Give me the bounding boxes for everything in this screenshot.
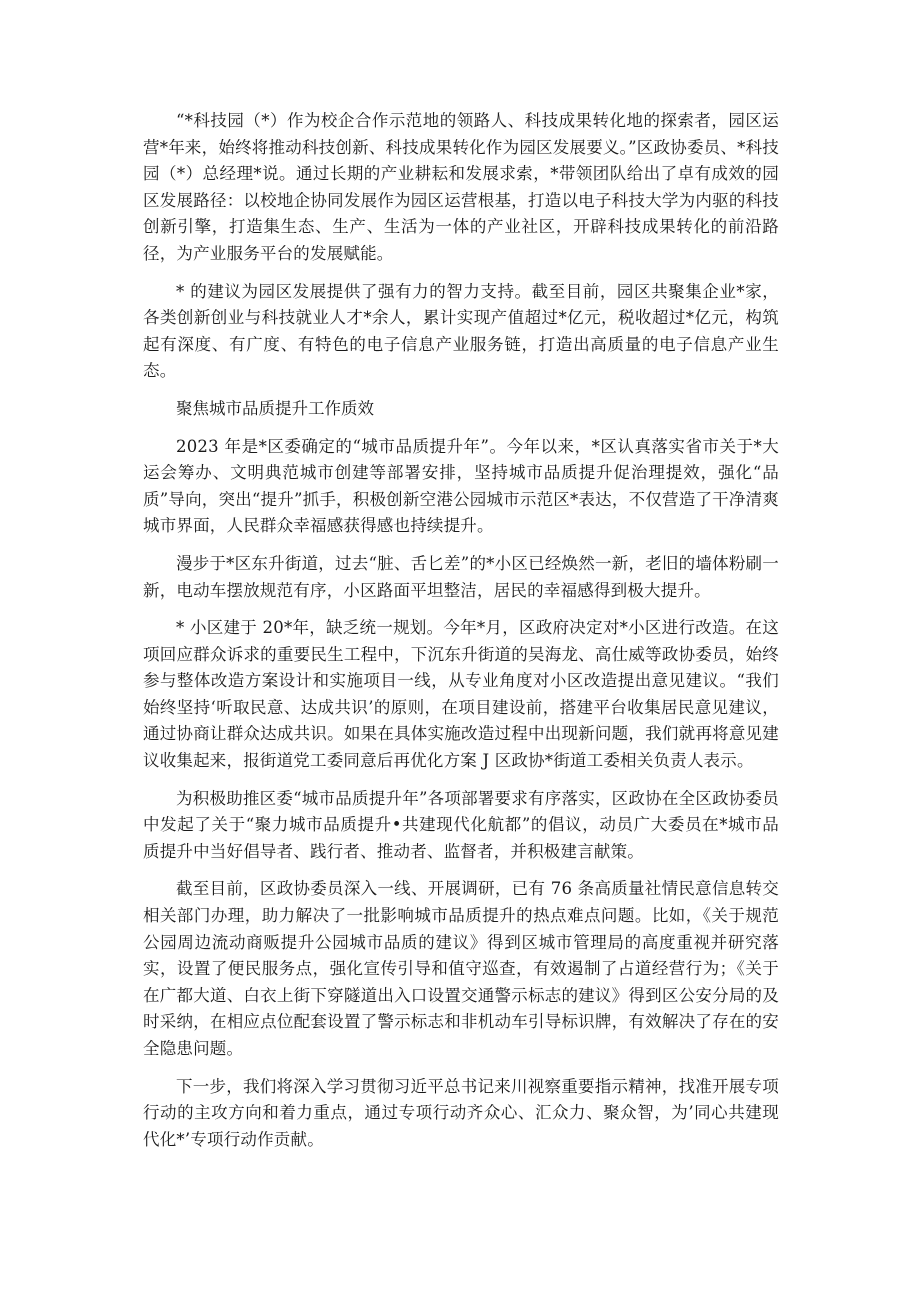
document-body (143, 108, 779, 1164)
paragraph: 漫步于*区东升街道，过去“脏、舌匕差”的*小区已经焕然一新，老旧的墙体粉刷一新，电动车摆放规范有序，小区路面平坦整洁，居民的幸福感得到极大提升。 (143, 553, 779, 600)
paragraph: 截至目前，区政协委员深入一线、开展调研，已有 76 条高质量社情民意信息转交相关部门办理，助力解决了一批影响城市品质提升的热点难点问题。比如，《关于规范公园周边流动商贩提升公园城市品质的建议》得到区城市管理局的高度重视并研究落实，设置了便民服务点，强化宣传引导和值守巡查，有效遏制了占道经营行为；《关于在广都大道、白衣上街下穿隧道出入口设置交通警示标志的建议》得到区公安分局的及时采纳，在相应点位配套设置了警示标志和非机动车引导标识牌，有效解决了存在的安全隐患问题。 (143, 879, 779, 1058)
paragraph: 为积极助推区委“城市品质提升年”各项部署要求有序落实，区政协在全区政协委员中发起了关于“聚力城市品质提升•共建现代化航都”的倡议，动员广大委员在*城市品质提升中当好倡导者、践行者、推动者、监督者，并积极建言献策。 (143, 788, 779, 861)
paragraph: “*科技园（*）作为校企合作示范地的领路人、科技成果转化地的探索者，园区运营*年来，始终将推动科技创新、科技成果转化作为园区发展要义。”区政协委员、*科技园（*）总经理*说。通过长期的产业耕耘和发展求索，*带领团队给出了卓有成效的园区发展路径：以校地企协同发展作为园区运营根基，打造以电子科技大学为内驱的科技创新引擎，打造集生态、生产、生活为一体的产业社区，开辟科技成果转化的前沿路径，为产业服务平台的发展赋能。 (143, 111, 779, 263)
section-heading: 聚焦城市品质提升工作质效 (176, 398, 374, 418)
paragraph: 下一步，我们将深入学习贯彻习近平总书记来川视察重要指示精神，找准开展专项行动的主攻方向和着力重点，通过专项行动齐众心、汇众力、聚众智，为’同心共建现代化*’专项行动作贡献。 (143, 1076, 779, 1149)
paragraph: * 小区建于 20*年，缺乏统一规划。今年*月，区政府决定对*小区进行改造。在这项回应群众诉求的重要民生工程中，下沉东升街道的吴海龙、高仕威等政协委员，始终参与整体改造方案设计和实施项目一线，从专业角度对小区改造提出意见建议。“我们始终坚持‘听取民意、达成共识’的原则，在项目建设前，搭建平台收集居民意见建议，通过协商让群众达成共识。如果在具体实施改造过程中出现新问题，我们就再将意见建议收集起来，报街道党工委同意后再优化方案 J 区政协*街道工委相关负责人表示。 (143, 618, 779, 771)
paragraph: 2023 年是*区委确定的“城市品质提升年”。今年以来，*区认真落实省市关于*大运会筹办、文明典范城市创建等部署安排，坚持城市品质提升促治理提效，强化“品质”导向，突出“提升”抓手，积极创新空港公园城市示范区*表达，不仅营造了干净清爽城市界面，人民群众幸福感获得感也持续提升。 (143, 436, 779, 536)
paragraph: * 的建议为园区发展提供了强有力的智力支持。截至目前，园区共聚集企业*家，各类创新创业与科技就业人才*余人，累计实现产值超过*亿元，税收超过*亿元，构筑起有深度、有广度、有特色的电子信息产业服务链，打造出高质量的电子信息产业生态。 (143, 281, 779, 381)
